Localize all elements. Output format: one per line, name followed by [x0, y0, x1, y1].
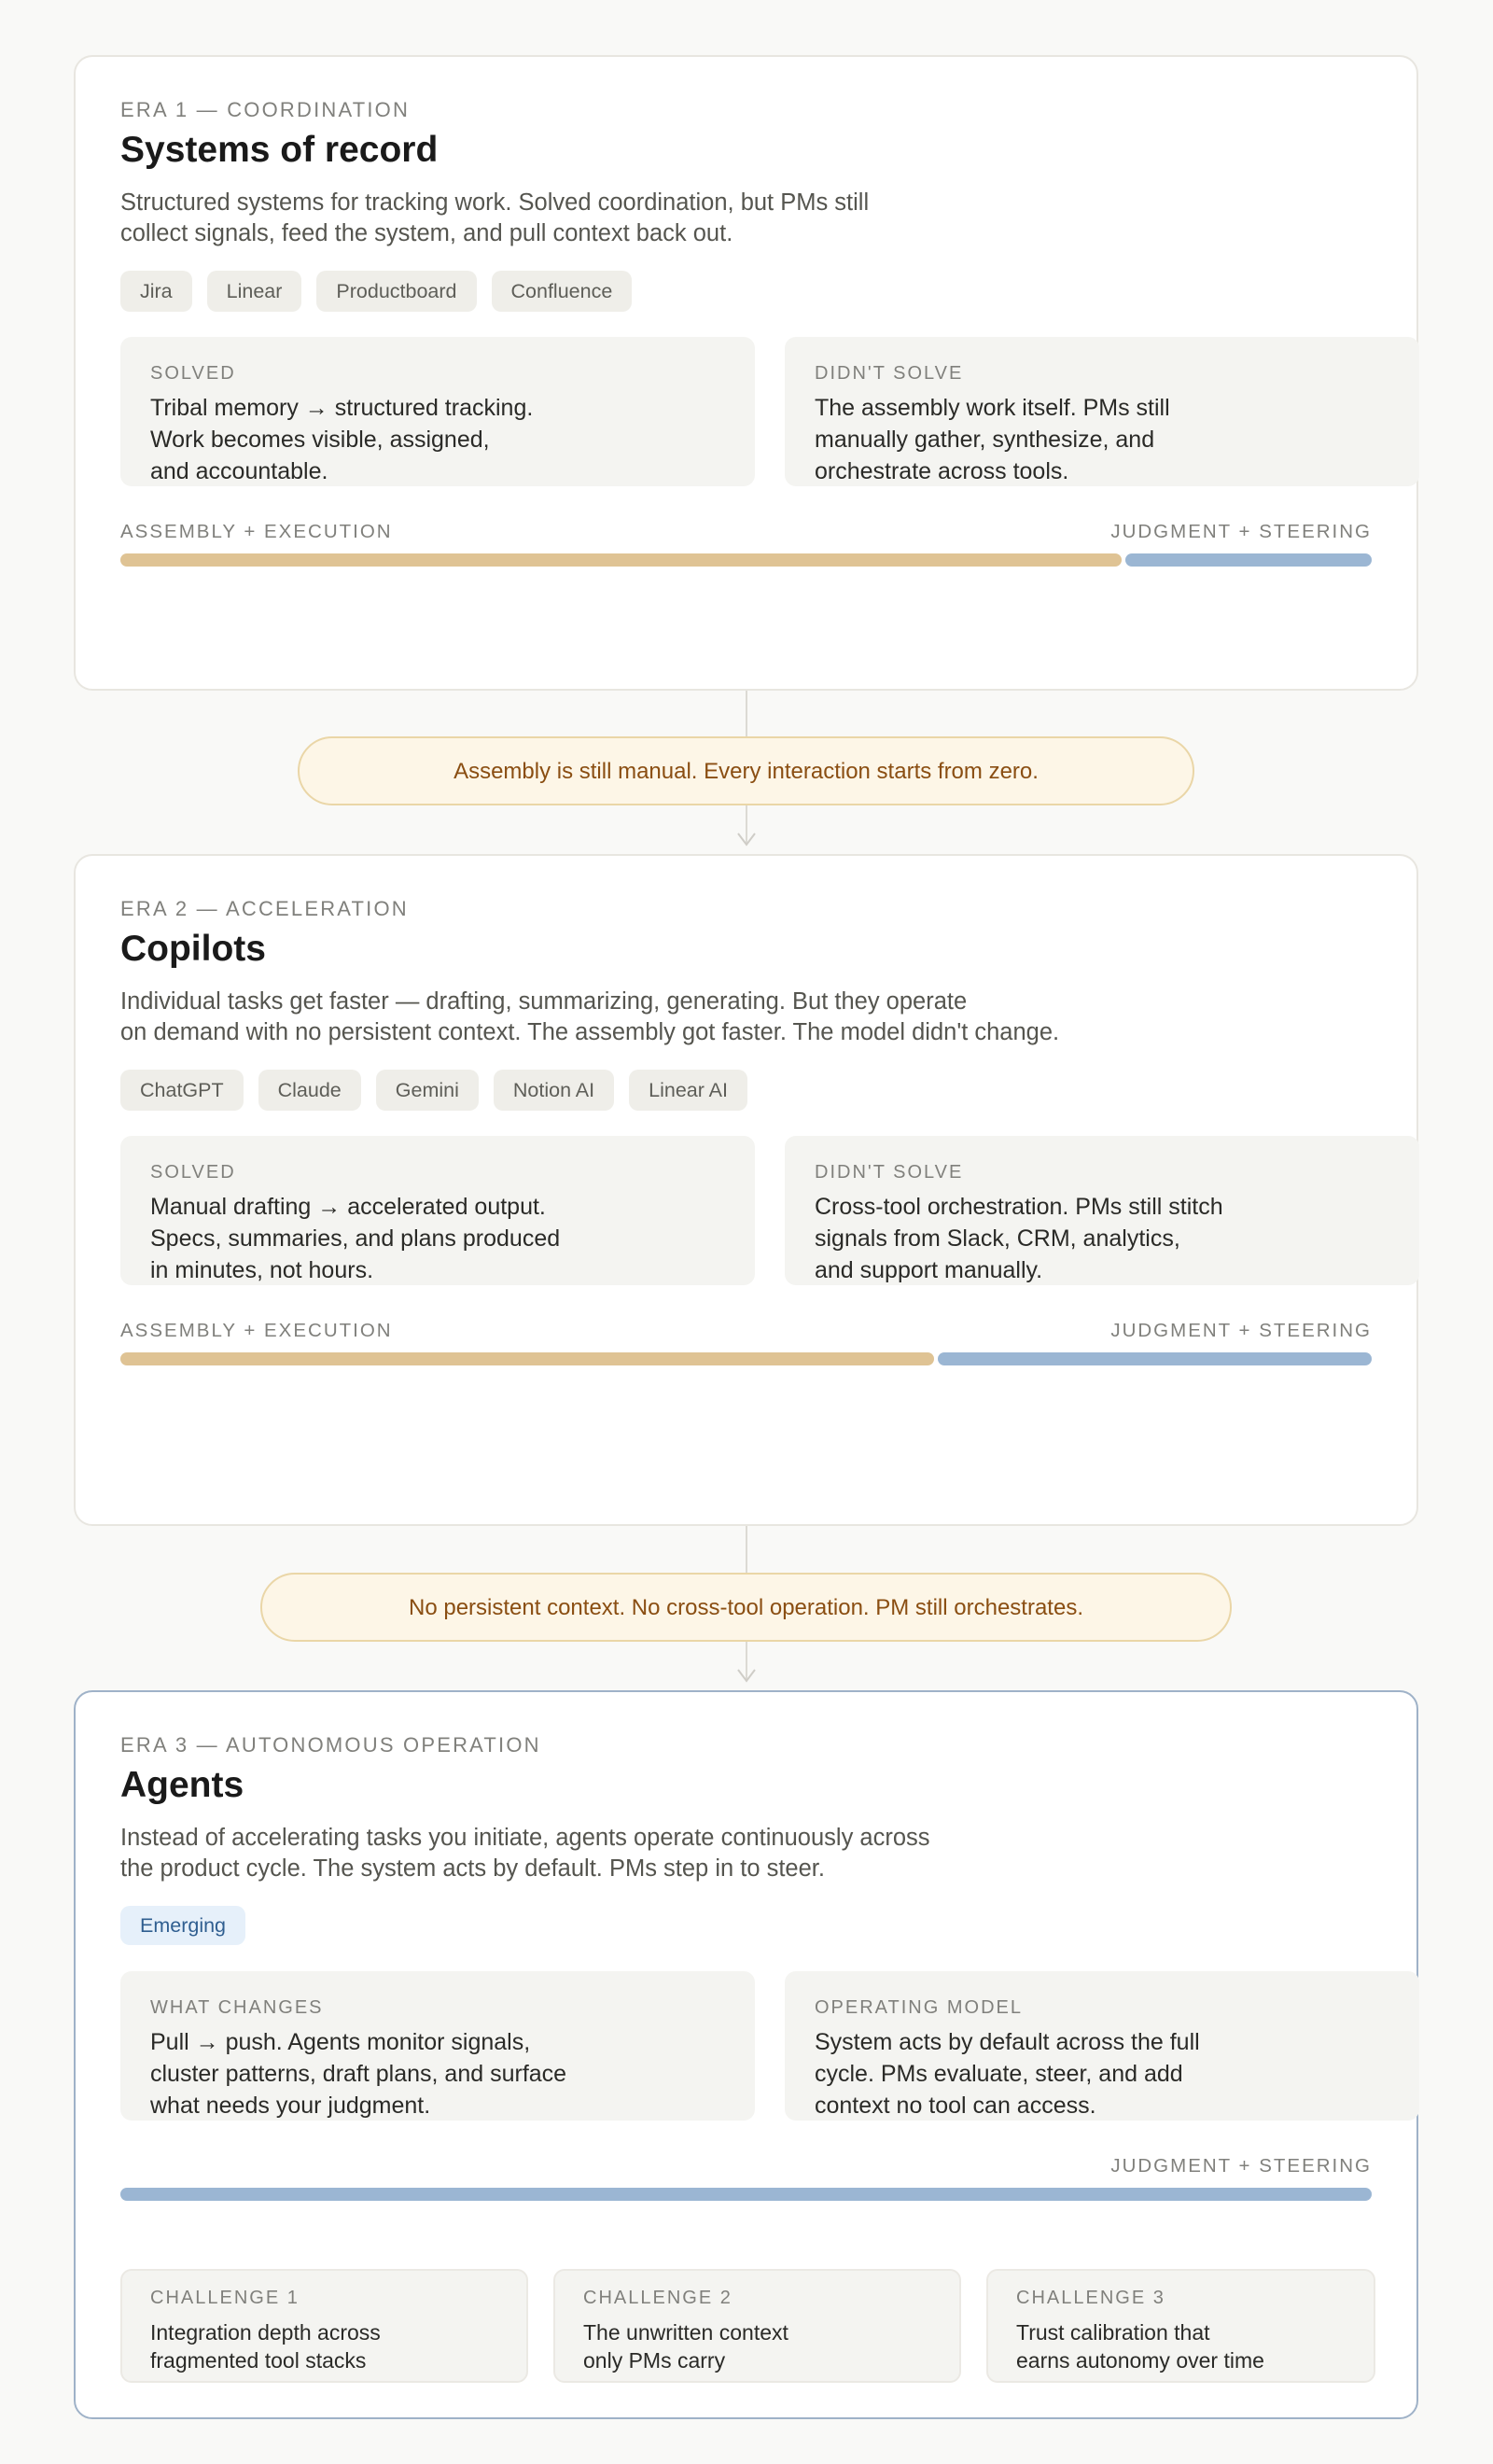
era-1-card — [74, 55, 1418, 691]
didnt-solve-box — [785, 337, 1419, 486]
challenge-card — [986, 2269, 1375, 2383]
box-text: Cross-tool orchestration. PMs still stitch signals from Slack, CRM, analytics, and support manually. — [815, 1194, 1223, 1283]
didnt-solve-box — [785, 1136, 1419, 1285]
box-text: System acts by default across the full cycle. PMs evaluate, steer, and add context no tool can access. — [815, 2029, 1200, 2119]
challenge-text: Integration depth across fragmented tool stacks — [150, 2320, 381, 2373]
era-title: Copilots — [120, 929, 266, 969]
solved-box — [120, 337, 755, 486]
era-eyebrow: ERA 2 — ACCELERATION — [120, 897, 409, 920]
era-description: Instead of accelerating tasks you initiate, agents operate continuously across the product cycle. The system acts by default. PMs step in to steer. — [120, 1825, 930, 1882]
era-eyebrow: ERA 1 — COORDINATION — [120, 98, 411, 121]
tool-tags — [120, 271, 632, 312]
era-eyebrow: ERA 3 — AUTONOMOUS OPERATION — [120, 1733, 541, 1757]
challenge-card — [120, 2269, 528, 2383]
assembly-bar — [120, 1352, 934, 1365]
era-description: Individual tasks get faster — drafting, summarizing, generating. But they operate on demand with no persistent context. The assembly got faster. The model didn't change. — [120, 988, 1060, 1045]
connector-line — [746, 1526, 747, 1574]
connector-line — [746, 691, 747, 737]
tool-tags — [120, 1070, 747, 1111]
judgment-label: JUDGMENT + STEERING — [1110, 2155, 1372, 2177]
tool-tag: Gemini — [376, 1070, 479, 1111]
assembly-label: ASSEMBLY + EXECUTION — [120, 1320, 393, 1341]
chevron-down-icon — [735, 825, 758, 847]
judgment-label: JUDGMENT + STEERING — [1110, 521, 1372, 542]
tool-tag: Claude — [258, 1070, 361, 1111]
assembly-label: ASSEMBLY + EXECUTION — [120, 521, 393, 542]
tool-tag: ChatGPT — [120, 1070, 244, 1111]
challenge-text: The unwritten context only PMs carry — [583, 2320, 788, 2373]
transition-callout: Assembly is still manual. Every interaction starts from zero. — [298, 736, 1194, 805]
era-3-card — [74, 1690, 1418, 2419]
judgment-label: JUDGMENT + STEERING — [1110, 1320, 1372, 1341]
era-2-card — [74, 854, 1418, 1526]
transition-callout: No persistent context. No cross-tool operation. PM still orchestrates. — [260, 1573, 1232, 1642]
box-label: DIDN'T SOLVE — [815, 363, 964, 384]
box-text: Tribal memory → structured tracking. Work becomes visible, assigned, and accountable. — [150, 395, 534, 484]
tool-tag: Confluence — [492, 271, 633, 312]
box-label: WHAT CHANGES — [150, 1997, 324, 2018]
box-text: Manual drafting → accelerated output. Specs, summaries, and plans produced in minutes, not hours. — [150, 1194, 561, 1283]
challenge-label: CHALLENGE 2 — [583, 2288, 733, 2308]
era-title: Agents — [120, 1765, 244, 1805]
box-label: OPERATING MODEL — [815, 1997, 1023, 2018]
solved-box — [120, 1136, 755, 1285]
challenge-label: CHALLENGE 1 — [150, 2288, 300, 2308]
status-tags — [120, 1906, 245, 1945]
challenge-card — [553, 2269, 961, 2383]
box-label: DIDN'T SOLVE — [815, 1162, 964, 1183]
box-text: Pull → push. Agents monitor signals, cluster patterns, draft plans, and surface what needs your judgment. — [150, 2029, 567, 2119]
tool-tag: Linear — [207, 271, 302, 312]
tool-tag: Linear AI — [629, 1070, 747, 1111]
challenge-text: Trust calibration that earns autonomy over time — [1016, 2320, 1264, 2373]
what-changes-box — [120, 1971, 755, 2121]
box-text: The assembly work itself. PMs still manually gather, synthesize, and orchestrate across tools. — [815, 395, 1170, 484]
challenge-label: CHALLENGE 3 — [1016, 2288, 1165, 2308]
judgment-bar — [120, 2188, 1372, 2201]
assembly-bar — [120, 553, 1122, 567]
judgment-bar — [938, 1352, 1372, 1365]
era-title: Systems of record — [120, 130, 439, 170]
tool-tag: Jira — [120, 271, 192, 312]
judgment-bar — [1125, 553, 1372, 567]
tool-tag: Notion AI — [494, 1070, 614, 1111]
box-label: SOLVED — [150, 1162, 236, 1183]
tool-tag: Productboard — [316, 271, 476, 312]
era-description: Structured systems for tracking work. Solved coordination, but PMs still collect signals, feed the system, and pull context back out. — [120, 189, 870, 246]
operating-model-box — [785, 1971, 1419, 2121]
chevron-down-icon — [735, 1661, 758, 1684]
box-label: SOLVED — [150, 363, 236, 384]
status-badge: Emerging — [120, 1906, 245, 1945]
